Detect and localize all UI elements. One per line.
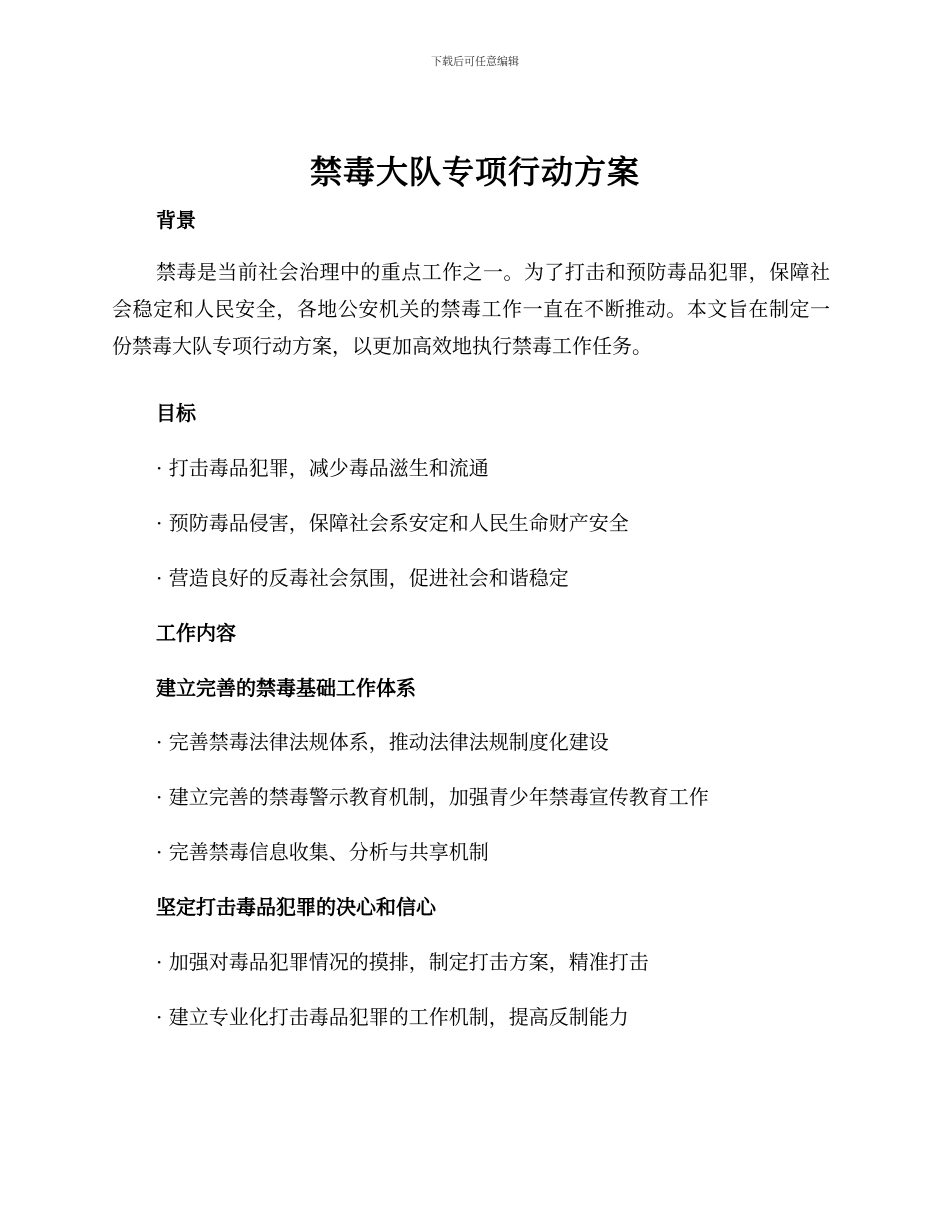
work-item: · 建立完善的禁毒警示教育机制，加强青少年禁毒宣传教育工作 [156, 785, 709, 809]
page-header-note: 下载后可任意编辑 [431, 55, 519, 68]
work-item: · 加强对毒品犯罪情况的摸排，制定打击方案，精准打击 [156, 950, 649, 974]
document-title: 禁毒大队专项行动方案 [309, 153, 640, 191]
work-item: · 完善禁毒信息收集、分析与共享机制 [156, 840, 489, 864]
background-paragraph: 禁毒是当前社会治理中的重点工作之一。为了打击和预防毒品犯罪，保障社会稳定和人民安全，各地公安机关的禁毒工作一直在不断推动。本文旨在制定一份禁毒大队专项行动方案，以更加高效地执行禁毒工作任务。 [112, 260, 830, 358]
section-heading-goals: 目标 [156, 401, 196, 425]
goal-item: · 打击毒品犯罪，减少毒品滋生和流通 [156, 456, 489, 480]
goal-item: · 营造良好的反毒社会氛围，促进社会和谐稳定 [156, 566, 569, 590]
subsection-heading-crackdown: 坚定打击毒品犯罪的决心和信心 [156, 895, 436, 919]
goal-item: · 预防毒品侵害，保障社会系安定和人民生命财产安全 [156, 511, 629, 535]
work-item: · 完善禁毒法律法规体系，推动法律法规制度化建设 [156, 730, 609, 754]
work-item: · 建立专业化打击毒品犯罪的工作机制，提高反制能力 [156, 1005, 629, 1029]
subsection-heading-foundation: 建立完善的禁毒基础工作体系 [156, 676, 416, 700]
section-heading-work: 工作内容 [156, 621, 236, 645]
section-heading-background: 背景 [156, 208, 196, 232]
